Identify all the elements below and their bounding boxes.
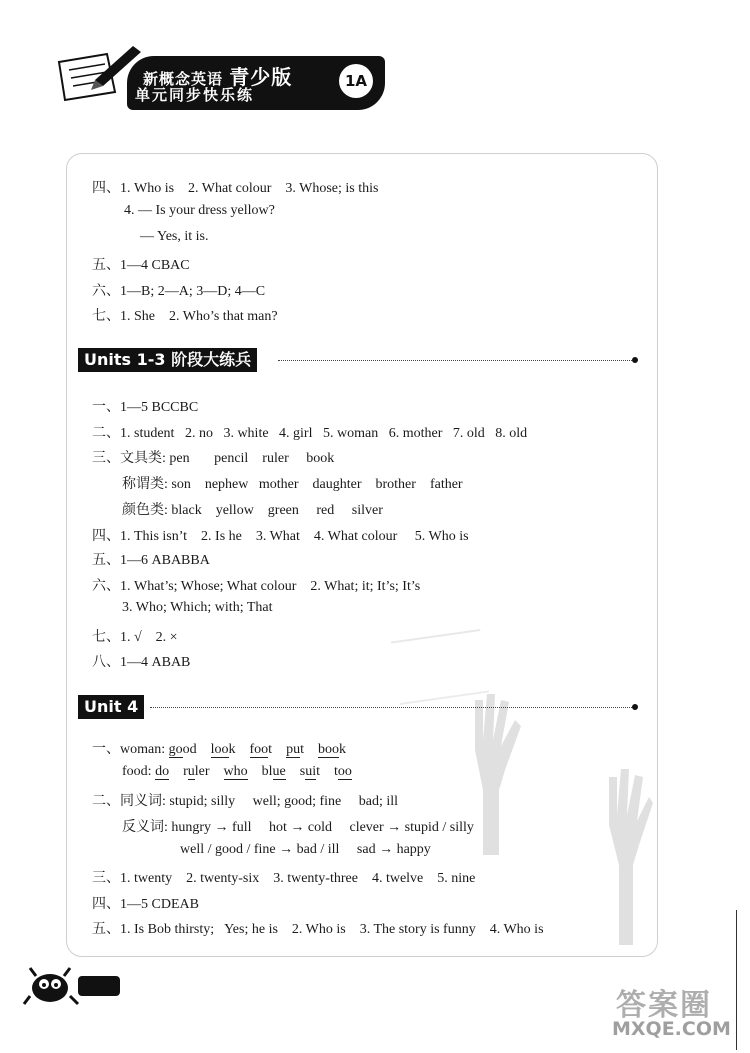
underlined-letters: do (155, 764, 170, 779)
answer-text: 颜色类: black yellow green red silver (122, 503, 383, 518)
answer-text: od (182, 742, 211, 757)
page-number-tab (78, 976, 120, 996)
level-badge: 1A (339, 64, 373, 98)
answer-text: 五、1—4 CBAC (92, 258, 190, 273)
underlined-letters: loo (210, 742, 229, 757)
answer-text: r (169, 764, 188, 779)
answer-text: t (300, 742, 318, 757)
answer-line (92, 626, 178, 646)
answer-text: 3. Who; Which; with; That (122, 600, 273, 615)
answer-line (92, 738, 346, 758)
answer-line (92, 254, 190, 274)
section-dot (632, 357, 638, 363)
answer-text: k (228, 742, 250, 757)
answer-line (140, 229, 208, 245)
section-rule (150, 707, 632, 708)
answer-line (92, 867, 475, 887)
answer-text: 六、1. What’s; Whose; What colour 2. What; it; It’s; It’s (92, 579, 421, 594)
answer-line (122, 499, 383, 519)
answer-line (92, 396, 198, 416)
answer-line (92, 575, 420, 595)
answer-text: 一、woman: (92, 742, 169, 757)
answer-text: 三、1. twenty 2. twenty-six 3. twenty-three 4. twelve 5. nine (92, 871, 476, 886)
answer-text: 四、1. Who is 2. What colour 3. Whose; is this (92, 181, 379, 196)
section-title: Unit 4 (78, 695, 144, 719)
answer-line (92, 422, 527, 442)
answer-line (92, 280, 265, 300)
answer-text: 反义词: hungry → full hot → cold clever → stupid / silly (122, 820, 474, 835)
answer-line (92, 177, 378, 197)
answer-text: t t (316, 764, 338, 779)
answer-line (92, 447, 334, 467)
answer-text: 八、1—4 ABAB (92, 655, 191, 670)
answer-line (122, 816, 474, 836)
answer-line (92, 651, 190, 671)
section-rule (278, 360, 632, 361)
answer-text: 五、1. Is Bob thirsty; Yes; he is 2. Who is 3. The story is funny 4. Who is (92, 922, 544, 937)
answer-line (92, 525, 469, 545)
answer-text: 二、1. student 2. no 3. white 4. girl 5. woman 6. mother 7. old 8. old (92, 426, 528, 441)
answer-line (180, 842, 431, 858)
page-edge (736, 910, 737, 1050)
answer-text: 六、1—B; 2—A; 3—D; 4—C (92, 284, 266, 299)
underlined-letters: who (223, 764, 248, 779)
answer-text: 4. — Is your dress yellow? (124, 203, 275, 218)
section-title: Units 1-3 阶段大练兵 (78, 348, 257, 372)
series-title: 新概念英语 (143, 70, 224, 88)
answer-text: s (285, 764, 306, 779)
answer-text: 四、1—5 CDEAB (92, 897, 199, 912)
answer-text: ler (194, 764, 224, 779)
bug-mascot-icon (22, 966, 80, 1006)
underlined-letters: go (168, 742, 183, 757)
answer-text: well / good / fine → bad / ill sad → happy (180, 842, 431, 857)
underlined-letters: boo (317, 742, 339, 757)
series-edition: 青少版 (229, 65, 293, 89)
answer-text: 三、文具类: pen pencil ruler book (92, 451, 335, 466)
site-watermark: 答案圈 (616, 988, 712, 1023)
book-header (55, 40, 368, 120)
answer-line (122, 600, 273, 616)
answer-line (92, 549, 210, 569)
underlined-letters: ue (272, 764, 286, 779)
hand-watermark-icon (595, 765, 655, 950)
answer-text: t (268, 742, 287, 757)
answer-text: 七、1. √ 2. × (92, 630, 178, 645)
answer-text: — Yes, it is. (140, 229, 209, 244)
answer-text: 七、1. She 2. Who’s that man? (92, 309, 278, 324)
answer-text: k (338, 742, 346, 757)
answer-line (92, 790, 398, 810)
answer-text: 四、1. This isn’t 2. Is he 3. What 4. What colour 5. Who is (92, 529, 469, 544)
section-dot (632, 704, 638, 710)
answer-text: 称谓类: son nephew mother daughter brother father (122, 477, 463, 492)
section-heading-units-1-3 (78, 348, 640, 372)
series-subtitle: 单元同步快乐练 (135, 86, 255, 104)
underlined-letters: u (187, 764, 195, 779)
answer-line (92, 305, 278, 325)
answer-text: 一、1—5 BCCBC (92, 400, 199, 415)
answer-line (124, 203, 275, 219)
answer-text: bl (247, 764, 273, 779)
answer-line (122, 473, 463, 493)
answer-text: 五、1—6 ABABBA (92, 553, 210, 568)
site-watermark-url: MXQE.COM (612, 1018, 731, 1040)
answer-line (92, 893, 199, 913)
answer-text: food: (122, 764, 156, 779)
section-heading-unit-4 (78, 695, 640, 719)
sketch-watermark (391, 629, 489, 705)
underlined-letters: pu (286, 742, 301, 757)
underlined-letters: ui (305, 764, 317, 779)
series-banner (127, 56, 385, 110)
answer-text: 二、同义词: stupid; silly well; good; fine bad; ill (92, 794, 399, 809)
underlined-letters: foo (249, 742, 269, 757)
underlined-letters: oo (337, 764, 352, 779)
answer-line (92, 918, 544, 938)
answer-line (122, 764, 352, 780)
